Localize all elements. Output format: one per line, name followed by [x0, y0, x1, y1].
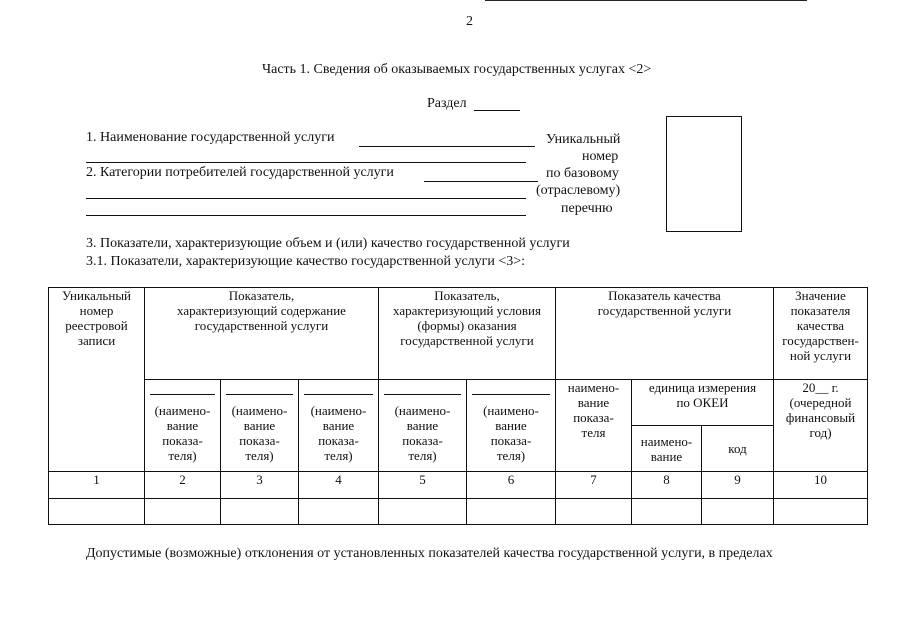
- page-number: 2: [466, 14, 473, 29]
- header-content-indicator: Показатель, характеризующий содержание государственной услуги: [145, 288, 379, 380]
- data-cell[interactable]: [145, 499, 221, 525]
- conditions-indicator-1[interactable]: (наимено- вание показа- теля): [379, 380, 467, 472]
- header-quality-indicator: Показатель качества государственной услуги: [556, 288, 774, 380]
- service-name-label: 1. Наименование государственной услуги: [86, 130, 335, 145]
- col-number-7: 7: [556, 472, 632, 499]
- col-number-3: 3: [221, 472, 299, 499]
- service-name-field-line-2[interactable]: [86, 162, 526, 163]
- registry-label-line-3: по базовому: [546, 166, 619, 181]
- consumer-categories-field-line-2[interactable]: [86, 198, 526, 199]
- deviation-text: Допустимые (возможные) отклонения от установленных показателей качества государственной услуги, в пределах: [86, 546, 773, 561]
- col-number-9: 9: [702, 472, 774, 499]
- col-number-8: 8: [632, 472, 702, 499]
- registry-label-line-2: номер: [582, 149, 619, 164]
- consumer-categories-field[interactable]: [424, 181, 538, 182]
- col-number-5: 5: [379, 472, 467, 499]
- data-cell[interactable]: [299, 499, 379, 525]
- data-cell[interactable]: [221, 499, 299, 525]
- section-label: Раздел: [427, 96, 467, 111]
- col-number-6: 6: [467, 472, 556, 499]
- quality-heading: 3.1. Показатели, характеризующие качество государственной услуги <3>:: [86, 254, 526, 269]
- col-number-4: 4: [299, 472, 379, 499]
- unit-code: код: [702, 426, 774, 472]
- header-conditions-indicator: Показатель, характеризующий условия (формы) оказания государственной услуги: [379, 288, 556, 380]
- data-cell[interactable]: [379, 499, 467, 525]
- indicators-heading: 3. Показатели, характеризующие объем и (или) качество государственной услуги: [86, 236, 570, 251]
- consumer-categories-field-line-3[interactable]: [86, 215, 526, 216]
- col-number-2: 2: [145, 472, 221, 499]
- col-number-10: 10: [774, 472, 868, 499]
- section-number-blank[interactable]: [474, 110, 520, 111]
- col-number-1: 1: [49, 472, 145, 499]
- content-indicator-1[interactable]: (наимено- вание показа- теля): [145, 380, 221, 472]
- registry-label-line-5: перечню: [561, 201, 613, 216]
- content-indicator-2[interactable]: (наимено- вание показа- теля): [221, 380, 299, 472]
- registry-label-line-1: Уникальный: [546, 132, 621, 147]
- data-cell[interactable]: [774, 499, 868, 525]
- unit-okei: единица измерения по ОКЕИ: [632, 380, 774, 426]
- data-cell[interactable]: [556, 499, 632, 525]
- data-cell[interactable]: [467, 499, 556, 525]
- registry-number-box[interactable]: [666, 116, 742, 232]
- data-cell[interactable]: [632, 499, 702, 525]
- service-name-field[interactable]: [359, 146, 535, 147]
- content-indicator-3[interactable]: (наимено- вание показа- теля): [299, 380, 379, 472]
- header-indicator-value: Значение показателя качества государствен- ной услуги: [774, 288, 868, 380]
- top-rule: [485, 0, 807, 1]
- quality-indicators-table: [48, 287, 868, 525]
- unit-name: наимено- вание: [632, 426, 702, 472]
- part-title: Часть 1. Сведения об оказываемых государственных услугах <2>: [262, 62, 652, 77]
- registry-label-line-4: (отраслевому): [536, 183, 621, 198]
- conditions-indicator-2[interactable]: (наимено- вание показа- теля): [467, 380, 556, 472]
- header-unique-number: Уникальный номер реестровой записи: [49, 288, 145, 472]
- next-financial-year[interactable]: 20__ г. (очередной финансовый год): [774, 380, 868, 472]
- data-cell[interactable]: [702, 499, 774, 525]
- quality-indicator-name: наимено- вание показа- теля: [556, 380, 632, 472]
- data-cell[interactable]: [49, 499, 145, 525]
- consumer-categories-label: 2. Категории потребителей государственной услуги: [86, 165, 394, 180]
